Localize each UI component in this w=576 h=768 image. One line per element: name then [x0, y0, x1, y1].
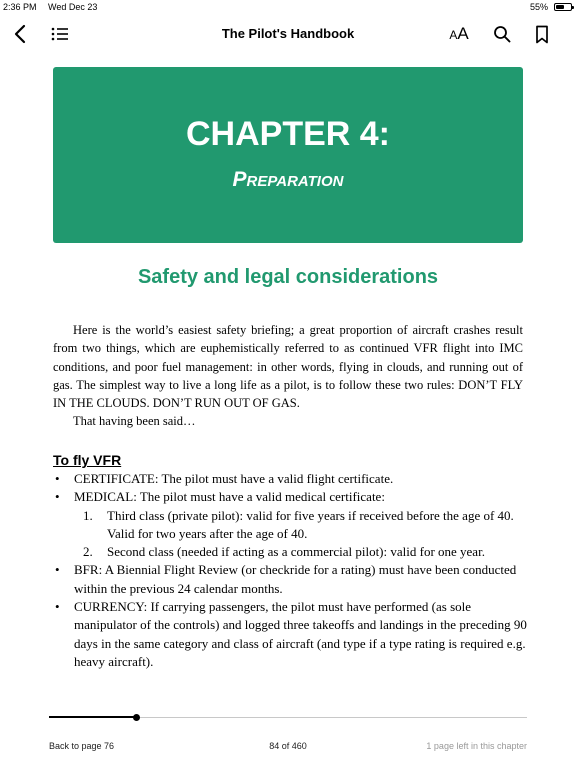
chapter-remaining-label: 1 page left in this chapter: [426, 741, 527, 751]
list-number: 1.: [83, 507, 93, 523]
medical-class-list: [74, 507, 528, 562]
list-item-text: MEDICAL: The pilot must have a valid medical certificate:: [74, 489, 385, 505]
bullet-glyph: •: [55, 599, 60, 615]
vfr-requirements-list: [53, 470, 528, 671]
status-time: 2:36 PM: [3, 2, 37, 12]
search-icon: [493, 25, 511, 43]
chapter-name: Preparation: [232, 168, 344, 191]
list-item-text: CERTIFICATE: The pilot must have a valid flight certificate.: [74, 471, 394, 486]
back-button[interactable]: [8, 22, 32, 46]
body-paragraph: Here is the world’s easiest safety briefing; a great proportion of aircraft crashes result from two things, which are euphemistically referred to as continued VFR flight into IMC conditions, and poor fuel management: in other words, flying in clouds, and running out of gas. The simplest way to live a long life as a pilot, is to follow these two rules: DON’T FLY IN THE CLOUDS. DON’T RUN OUT OF GAS.: [53, 323, 523, 411]
chapter-banner: [53, 67, 523, 243]
font-small-glyph: A: [449, 28, 458, 42]
bookmark-icon: [535, 25, 549, 44]
battery-percent: 55%: [529, 2, 548, 12]
progress-fill: [49, 716, 136, 718]
list-item: [53, 470, 528, 488]
sub-list-item: [74, 507, 528, 544]
list-item: [53, 561, 528, 598]
subsection-heading: To fly VFR: [53, 452, 122, 468]
font-size-button[interactable]: [444, 22, 474, 46]
sub-list-item-text: Third class (private pilot): valid for five years if received before the age of 40. Valid for two years after the age of 40.: [107, 507, 514, 541]
progress-thumb[interactable]: [133, 714, 140, 721]
reading-progress-slider[interactable]: [49, 717, 527, 718]
reader-toolbar: [0, 18, 576, 50]
back-icon: [13, 24, 27, 44]
book-title: The Pilot's Handbook: [221, 26, 355, 41]
list-item-text: BFR: A Biennial Flight Review (or checkride for a rating) must have been conducted within the previous 24 calendar months.: [74, 562, 517, 596]
list-item: [53, 598, 528, 671]
table-of-contents-button[interactable]: [48, 22, 72, 46]
bullet-glyph: •: [55, 489, 60, 505]
body-paragraph: That having been said…: [73, 414, 196, 428]
status-date: Wed Dec 23: [48, 2, 98, 12]
list-number: 2.: [83, 544, 93, 560]
battery-icon: [554, 3, 572, 11]
back-to-page-link[interactable]: Back to page 76: [49, 741, 115, 751]
chapter-number: CHAPTER 4:: [185, 115, 391, 153]
list-item-text: CURRENCY: If carrying passengers, the pilot must have performed (as sole manipulator of the controls) and logged three takeoffs and landings in the preceding 90 days in the same category and class of aircraft (and type if a type rating is required e.g. heavy aircraft).: [74, 599, 527, 669]
bullet-glyph: •: [55, 471, 60, 486]
bookmark-button[interactable]: [530, 22, 554, 46]
sub-list-item-text: Second class (needed if acting as a commercial pilot): valid for one year.: [107, 544, 485, 560]
page-indicator: 84 of 460: [269, 741, 307, 751]
sub-list-item: [74, 543, 528, 561]
font-big-glyph: A: [457, 24, 469, 43]
list-item: [53, 488, 528, 561]
status-bar: [0, 0, 576, 16]
bullet-glyph: •: [55, 562, 60, 578]
toc-icon: [51, 27, 69, 41]
search-button[interactable]: [490, 22, 514, 46]
section-heading: Safety and legal considerations: [137, 266, 439, 288]
font-size-icon: [449, 24, 468, 44]
